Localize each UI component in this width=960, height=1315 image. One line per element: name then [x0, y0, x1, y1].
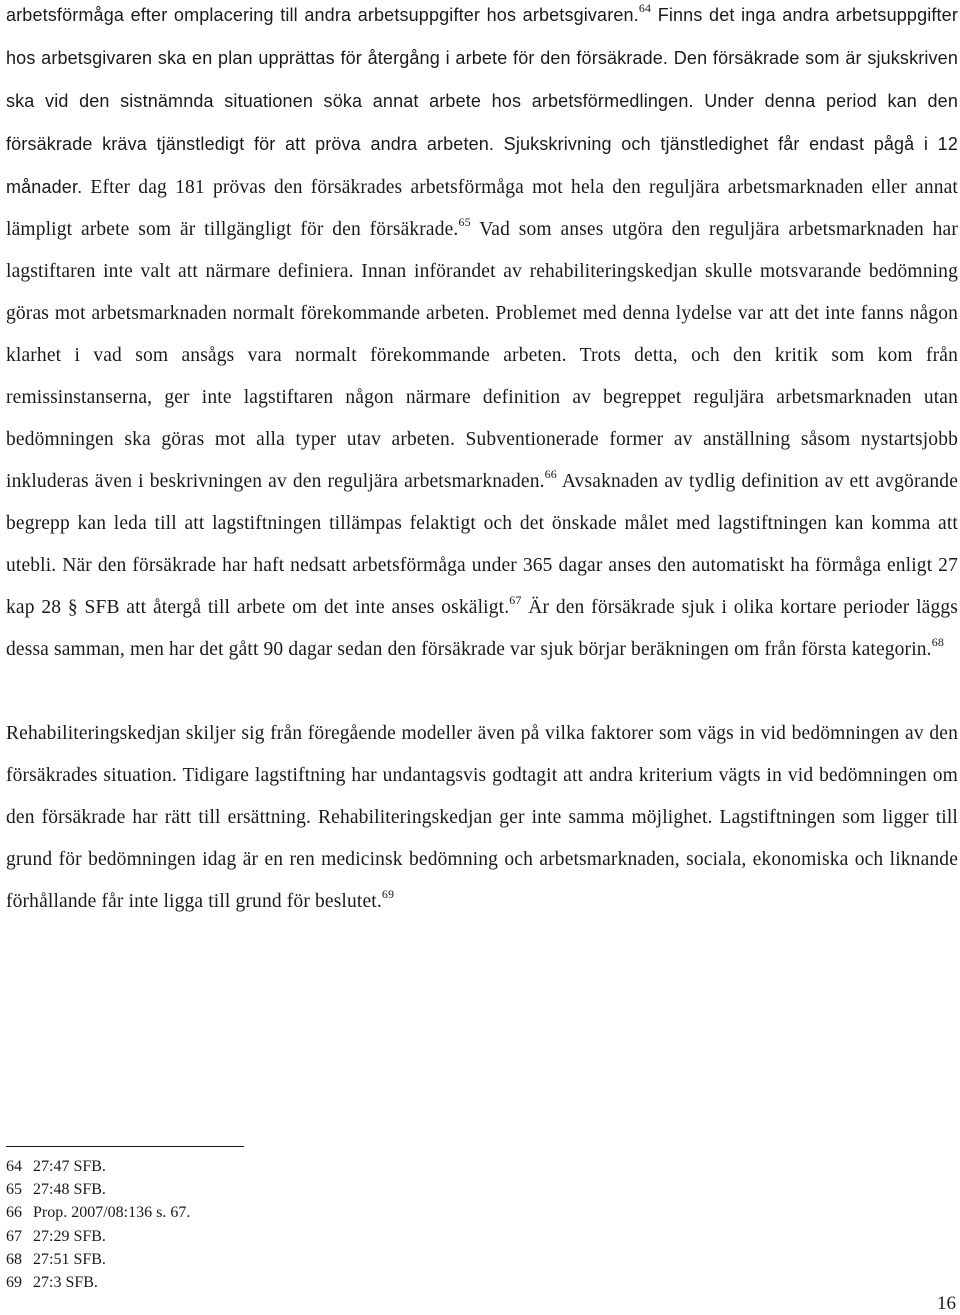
footnote-number: 69 — [6, 1274, 22, 1292]
paragraph-text: arbetsförmåga efter omplacering till andra arbetsuppgifter hos arbetsgivaren. — [6, 5, 639, 25]
footnote-item — [6, 1225, 190, 1248]
paragraph-text: Finns det inga andra arbetsuppgifter hos arbetsgivaren ska en plan upprättas för återgång i arbete för den försäkrade. Den försäkrade som är sjukskriven ska vid den sistnämnda situationen söka annat arbete hos arbetsförmedlingen. Under denna period kan den försäkrade kräva tjänstledigt för att pröva andra arbeten. Sjukskrivning och tjänstledighet får endast pågå i 12 månader. — [6, 5, 958, 197]
footnote-ref-66: 66 — [544, 466, 557, 481]
page-number: 16 — [937, 1293, 956, 1314]
paragraph-text: Är den försäkrade sjuk i olika kortare perioder läggs dessa samman, men har det gått 90 dagar sedan den försäkrade var sjuk börjar beräkningen om från första kategorin. — [6, 597, 959, 660]
footnote-item — [6, 1201, 190, 1224]
footnote-number: 64 — [6, 1158, 22, 1175]
footnote-number: 66 — [6, 1204, 22, 1222]
paragraph-text: Vad som anses utgöra den reguljära arbetsmarknaden har lagstiftaren inte valt att närmare definiera. Innan införandet av rehabiliteringskedjan skulle motsvarande bedömning göras mot arbetsmarknaden normalt förekommande arbeten. Problemet med denna lydelse var att det inte fanns någon klarhet i vad som ansågs vara normalt förekommande arbeten. Trots detta, och den kritik som kom från remissinstanserna, ger inte lagstiftaren någon närmare definition av begreppet reguljära arbetsmarknaden utan bedömningen ska göras mot alla typer utav arbeten. Subventionerade former av anställning såsom nystartsjobb inkluderas även i beskrivningen av den reguljära arbetsmarknaden. — [6, 219, 959, 492]
footnote-separator — [6, 1146, 244, 1147]
footnote-text: 27:3 SFB. — [33, 1274, 98, 1292]
footnote-number: 68 — [6, 1250, 22, 1268]
footnote-text: 27:51 SFB. — [33, 1250, 106, 1268]
footnote-item — [6, 1155, 190, 1178]
footnote-ref-67: 67 — [509, 592, 522, 607]
document-page — [6, 0, 958, 923]
footnote-number: 67 — [6, 1227, 22, 1245]
footnote-item — [6, 1271, 190, 1294]
footnote-item — [6, 1178, 190, 1201]
paragraph-text: Rehabiliteringskedjan skiljer sig från föregående modeller även på vilka faktorer som vägs in vid bedömningen av den försäkrades situation. Tidigare lagstiftning har undantagsvis godtagit att andra kriterium vägts in vid bedömningen om den försäkrade har rätt till ersättning. Rehabiliteringskedjan ger inte samma möjlighet. Lagstiftningen som ligger till grund för bedömningen idag är en ren medicinsk bedömning och arbetsmarknaden, sociala, ekonomiska och liknande förhållande får inte ligga till grund för beslutet. — [6, 723, 958, 912]
paragraph-text: Avsaknaden av tydlig definition av ett avgörande begrepp kan leda till att lagstiftningen tillämpas felaktigt och det önskade målet med lagstiftningen kan komma att utebli. När den försäkrade har haft nedsatt arbetsförmåga under 365 dagar anses den automatiskt ha förmåga enligt 27 kap 28 § SFB att återgå till arbete om det inte anses oskäligt. — [6, 471, 959, 618]
paragraph-text: Efter dag 181 prövas den försäkrades arbetsförmåga mot hela den reguljära arbetsmarknaden eller annat lämpligt arbete som är tillgängligt för den försäkrade. — [6, 177, 958, 240]
footnote-text: 27:29 SFB. — [33, 1227, 106, 1245]
footnote-ref-64: 64 — [638, 0, 652, 15]
body-paragraph-1 — [6, 0, 958, 671]
footnote-ref-68: 68 — [931, 634, 944, 649]
footnote-text: 27:47 SFB. — [33, 1158, 106, 1175]
footnote-item — [6, 1248, 190, 1271]
footnote-number: 65 — [6, 1181, 22, 1199]
footnote-ref-69: 69 — [381, 886, 395, 901]
body-paragraph-2 — [6, 713, 958, 923]
footnote-list — [6, 1155, 190, 1294]
footnote-ref-65: 65 — [458, 214, 471, 229]
footnote-text: Prop. 2007/08:136 s. 67. — [33, 1204, 191, 1222]
footnote-text: 27:48 SFB. — [33, 1181, 106, 1199]
